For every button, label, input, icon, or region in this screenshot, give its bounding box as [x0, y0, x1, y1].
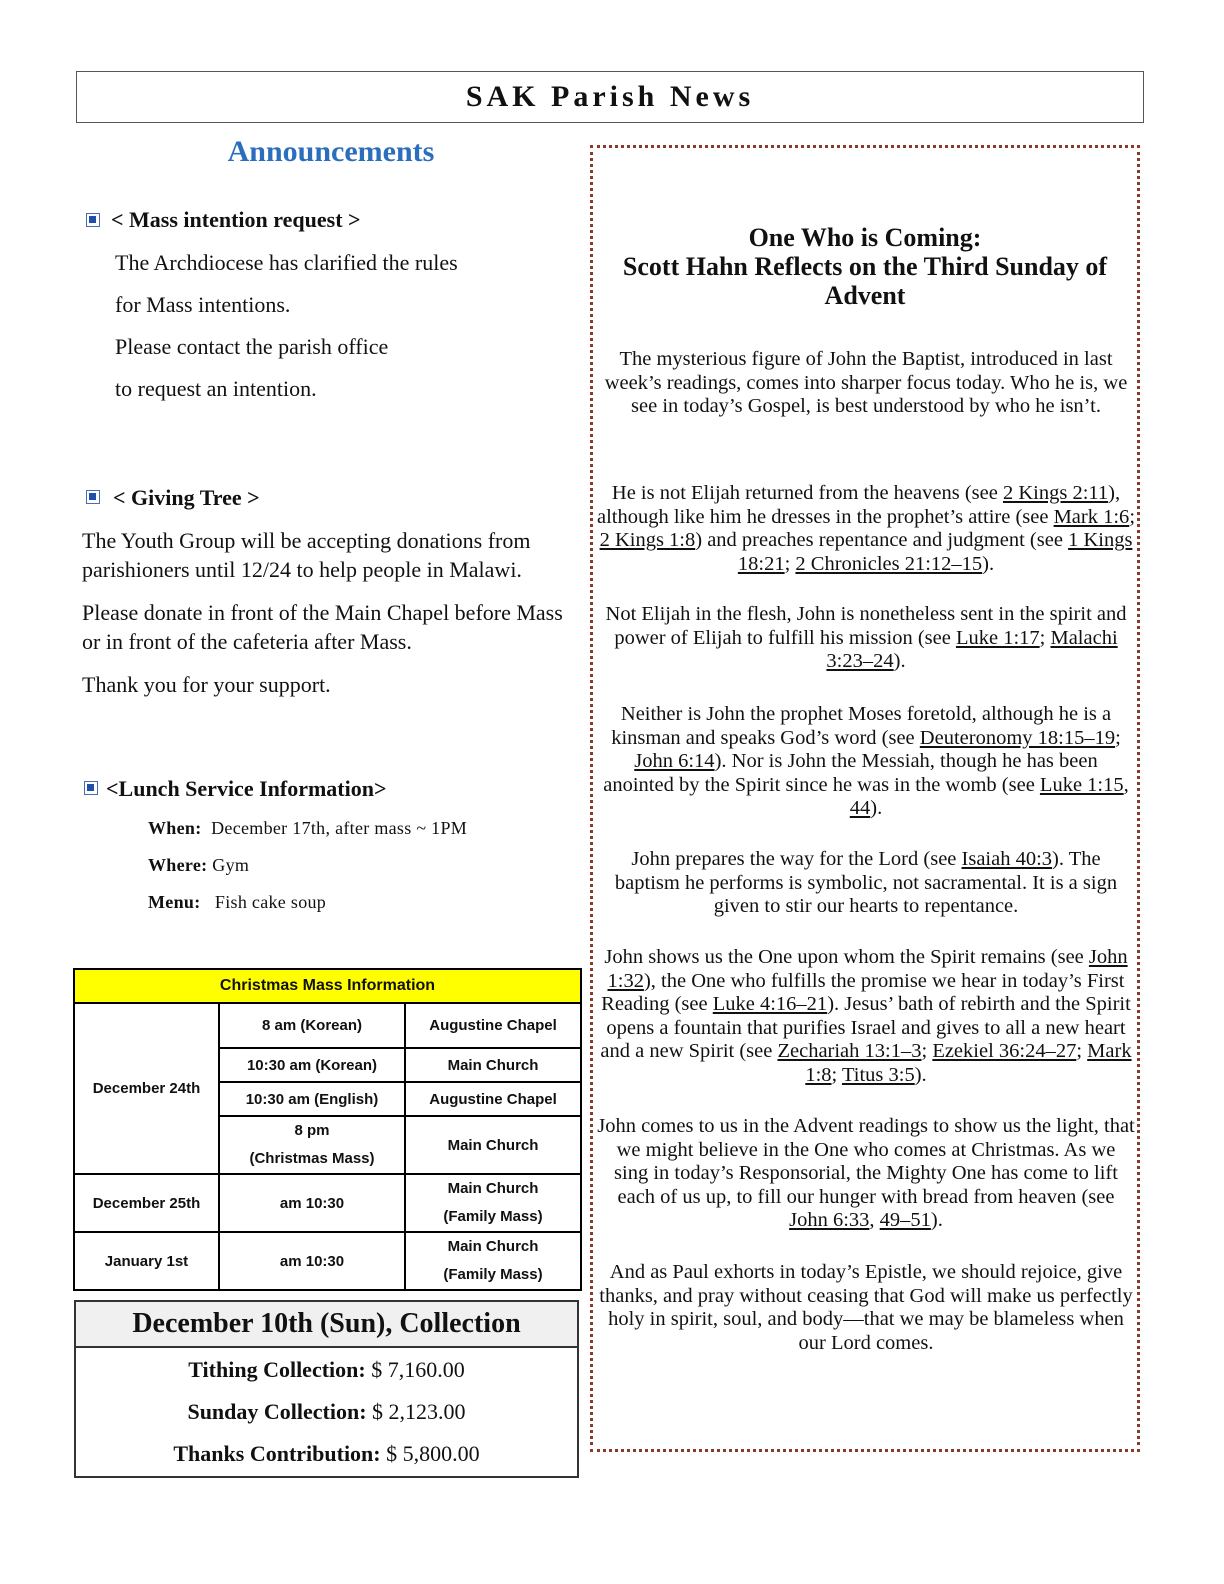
mass-intention-line: for Mass intentions. — [115, 292, 291, 317]
scripture-link[interactable]: Malachi 3:23–24 — [826, 626, 1118, 672]
time-cell: 10:30 am (English) — [219, 1082, 405, 1116]
where-label: Where: — [148, 855, 208, 875]
announcements-heading: Announcements — [227, 135, 435, 168]
giving-tree-paragraph: Thank you for your support. — [82, 672, 331, 697]
scripture-link[interactable]: 49–51 — [879, 1209, 931, 1231]
reflection-paragraph: John comes to us in the Advent readings to show us the light, that we might believe in the One who comes at Christmas. As we sing in today’s Responsorial, the Mighty One has come to lift each of us up, to fill our hunger with bread from heaven (see John 6:33, 49–51). — [597, 1115, 1135, 1231]
menu-value: Fish cake soup — [214, 892, 327, 912]
scripture-link[interactable]: Zechariah 13:1–3 — [777, 1040, 922, 1062]
scripture-link[interactable]: Mark 1:8 — [805, 1040, 1132, 1086]
collection-title: December 10th (Sun), Collection — [76, 1302, 577, 1348]
scripture-link[interactable]: Luke 1:17 — [955, 626, 1040, 649]
date-cell: December 24th — [74, 1003, 219, 1174]
scripture-link[interactable]: Mark 1:6 — [1053, 505, 1130, 528]
lunch-when — [148, 818, 467, 839]
time-cell — [219, 1116, 405, 1174]
giving-tree-paragraph: The Youth Group will be accepting donations from parishioners until 12/24 to help people in Malawi. — [82, 528, 531, 582]
mass-intention-title: < Mass intention request > — [111, 207, 361, 232]
mass-intention-line: to request an intention. — [115, 376, 317, 401]
reflection-title-line: Advent — [824, 281, 906, 310]
scripture-link[interactable]: John 1:32 — [607, 946, 1128, 992]
place-cell: Augustine Chapel — [405, 1003, 581, 1048]
scripture-link[interactable]: 1 Kings 18:21 — [737, 529, 1133, 575]
thanks-value: $ 5,800.00 — [386, 1441, 480, 1466]
time-cell: 8 am (Korean) — [219, 1003, 405, 1048]
reflection-paragraph: Neither is John the prophet Moses foretold, although he is a kinsman and speaks God’s word (see Deuteronomy 18:15–19; John 6:14). Nor is John the Messiah, though he has been anointed by the Spirit since he was in the womb (see Luke 1:15, 44). — [603, 703, 1129, 819]
scripture-link[interactable]: John 6:33 — [789, 1209, 870, 1231]
bullet-icon — [86, 213, 100, 227]
tithing-label: Tithing Collection: — [188, 1357, 366, 1382]
reflection-paragraph: John shows us the One upon whom the Spirit remains (see John 1:32), the One who fulfills the promise we hear in today’s First Reading (see Luke 4:16–21). Jesus’ bath of rebirth and the Spirit opens a fountain that purifies Israel and gives to all a new heart and a new Spirit (see Zechariah 13:1–3; Ezekiel 36:24–27; Mark 1:8; Titus 3:5). — [600, 946, 1132, 1086]
scripture-link[interactable]: Deuteronomy 18:15–19 — [919, 726, 1116, 749]
time-cell: am 10:30 — [219, 1232, 405, 1290]
date-cell: December 25th — [74, 1174, 219, 1232]
place-line: (Family Mass) — [443, 1266, 543, 1283]
place-line: Main Church — [447, 1180, 539, 1197]
lunch-menu — [148, 892, 326, 913]
giving-tree-paragraph: Please donate in front of the Main Chapel before Mass or in front of the cafeteria after Mass. — [82, 600, 563, 654]
menu-label: Menu: — [148, 892, 201, 912]
time-cell: am 10:30 — [219, 1174, 405, 1232]
table-title: Christmas Mass Information — [74, 969, 581, 1003]
sunday-value: $ 2,123.00 — [372, 1399, 466, 1424]
place-cell: Augustine Chapel — [405, 1082, 581, 1116]
scripture-link[interactable]: Luke 1:15 — [1039, 773, 1124, 796]
reflection-title — [593, 223, 1137, 310]
scripture-link[interactable]: 2 Kings 2:11 — [1002, 482, 1109, 504]
time-line: (Christmas Mass) — [249, 1150, 375, 1167]
reflection-paragraph: John prepares the way for the Lord (see Isaiah 40:3). The baptism he performs is symbolic, not sacramental. It is a sign given to stir our hearts to repentance. — [614, 848, 1118, 917]
reflection-paragraph: He is not Elijah returned from the heavens (see 2 Kings 2:11), although like him he dresses in the prophet’s attire (see Mark 1:6; 2 Kings 1:8) and preaches repentance and judgment (see 1 Kings 18:21; 2 Chronicles 21:12–15). — [597, 482, 1136, 575]
reflection-title-line: Scott Hahn Reflects on the Third Sunday of — [622, 252, 1108, 281]
reflection-paragraph: Not Elijah in the flesh, John is nonetheless sent in the spirit and power of Elijah to fulfill his mission (see Luke 1:17; Malachi 3:23–24). — [605, 603, 1127, 672]
sunday-row — [76, 1399, 577, 1425]
scripture-link[interactable]: Titus 3:5 — [841, 1063, 915, 1086]
mass-intention-line: The Archdiocese has clarified the rules — [115, 250, 458, 275]
christmas-mass-table — [73, 968, 582, 1291]
place-cell — [405, 1232, 581, 1290]
tithing-value: $ 7,160.00 — [371, 1357, 465, 1382]
time-cell: 10:30 am (Korean) — [219, 1048, 405, 1082]
time-line: 8 pm — [294, 1122, 330, 1139]
bullet-icon — [86, 490, 100, 504]
place-cell: Main Church — [405, 1116, 581, 1174]
place-line: (Family Mass) — [443, 1208, 543, 1225]
thanks-row — [76, 1441, 577, 1467]
date-cell: January 1st — [74, 1232, 219, 1290]
scripture-link[interactable]: Ezekiel 36:24–27 — [932, 1040, 1077, 1062]
scripture-link[interactable]: 2 Chronicles 21:12–15 — [795, 552, 983, 575]
scripture-link[interactable]: 2 Kings 1:8 — [599, 529, 696, 551]
place-line: Main Church — [447, 1238, 539, 1255]
tithing-row — [76, 1357, 577, 1383]
when-value: December 17th, after mass ~ 1PM — [211, 818, 468, 838]
sunday-label: Sunday Collection: — [187, 1399, 367, 1424]
mass-intention-line: Please contact the parish office — [115, 334, 389, 359]
bullet-icon — [84, 781, 98, 795]
place-cell: Main Church — [405, 1048, 581, 1082]
reflection-paragraph: The mysterious figure of John the Baptist, introduced in last week’s readings, comes into sharper focus today. Who he is, we see in today’s Gospel, is best understood by who he isn’t. — [604, 348, 1128, 417]
newsletter-title: SAK Parish News — [76, 71, 1144, 123]
thanks-label: Thanks Contribution: — [173, 1441, 381, 1466]
scripture-link[interactable]: Luke 4:16–21 — [712, 993, 828, 1015]
lunch-where — [148, 855, 249, 876]
scripture-link[interactable]: 44 — [849, 797, 871, 819]
place-cell — [405, 1174, 581, 1232]
reflection-paragraph: And as Paul exhorts in today’s Epistle, we should rejoice, give thanks, and pray without ceasing that God will make us perfectly holy in spirit, soul, and body—that we may be blameless when our Lord comes. — [599, 1261, 1133, 1354]
giving-tree-title: < Giving Tree > — [113, 485, 260, 510]
scripture-link[interactable]: John 6:14 — [634, 750, 715, 772]
scripture-link[interactable]: Isaiah 40:3 — [961, 848, 1053, 870]
reflection-box — [590, 145, 1140, 1452]
where-value: Gym — [212, 855, 250, 875]
lunch-title: <Lunch Service Information> — [106, 776, 387, 801]
when-label: When: — [148, 818, 202, 838]
collection-box — [74, 1300, 579, 1478]
reflection-title-line: One Who is Coming: — [748, 223, 982, 252]
